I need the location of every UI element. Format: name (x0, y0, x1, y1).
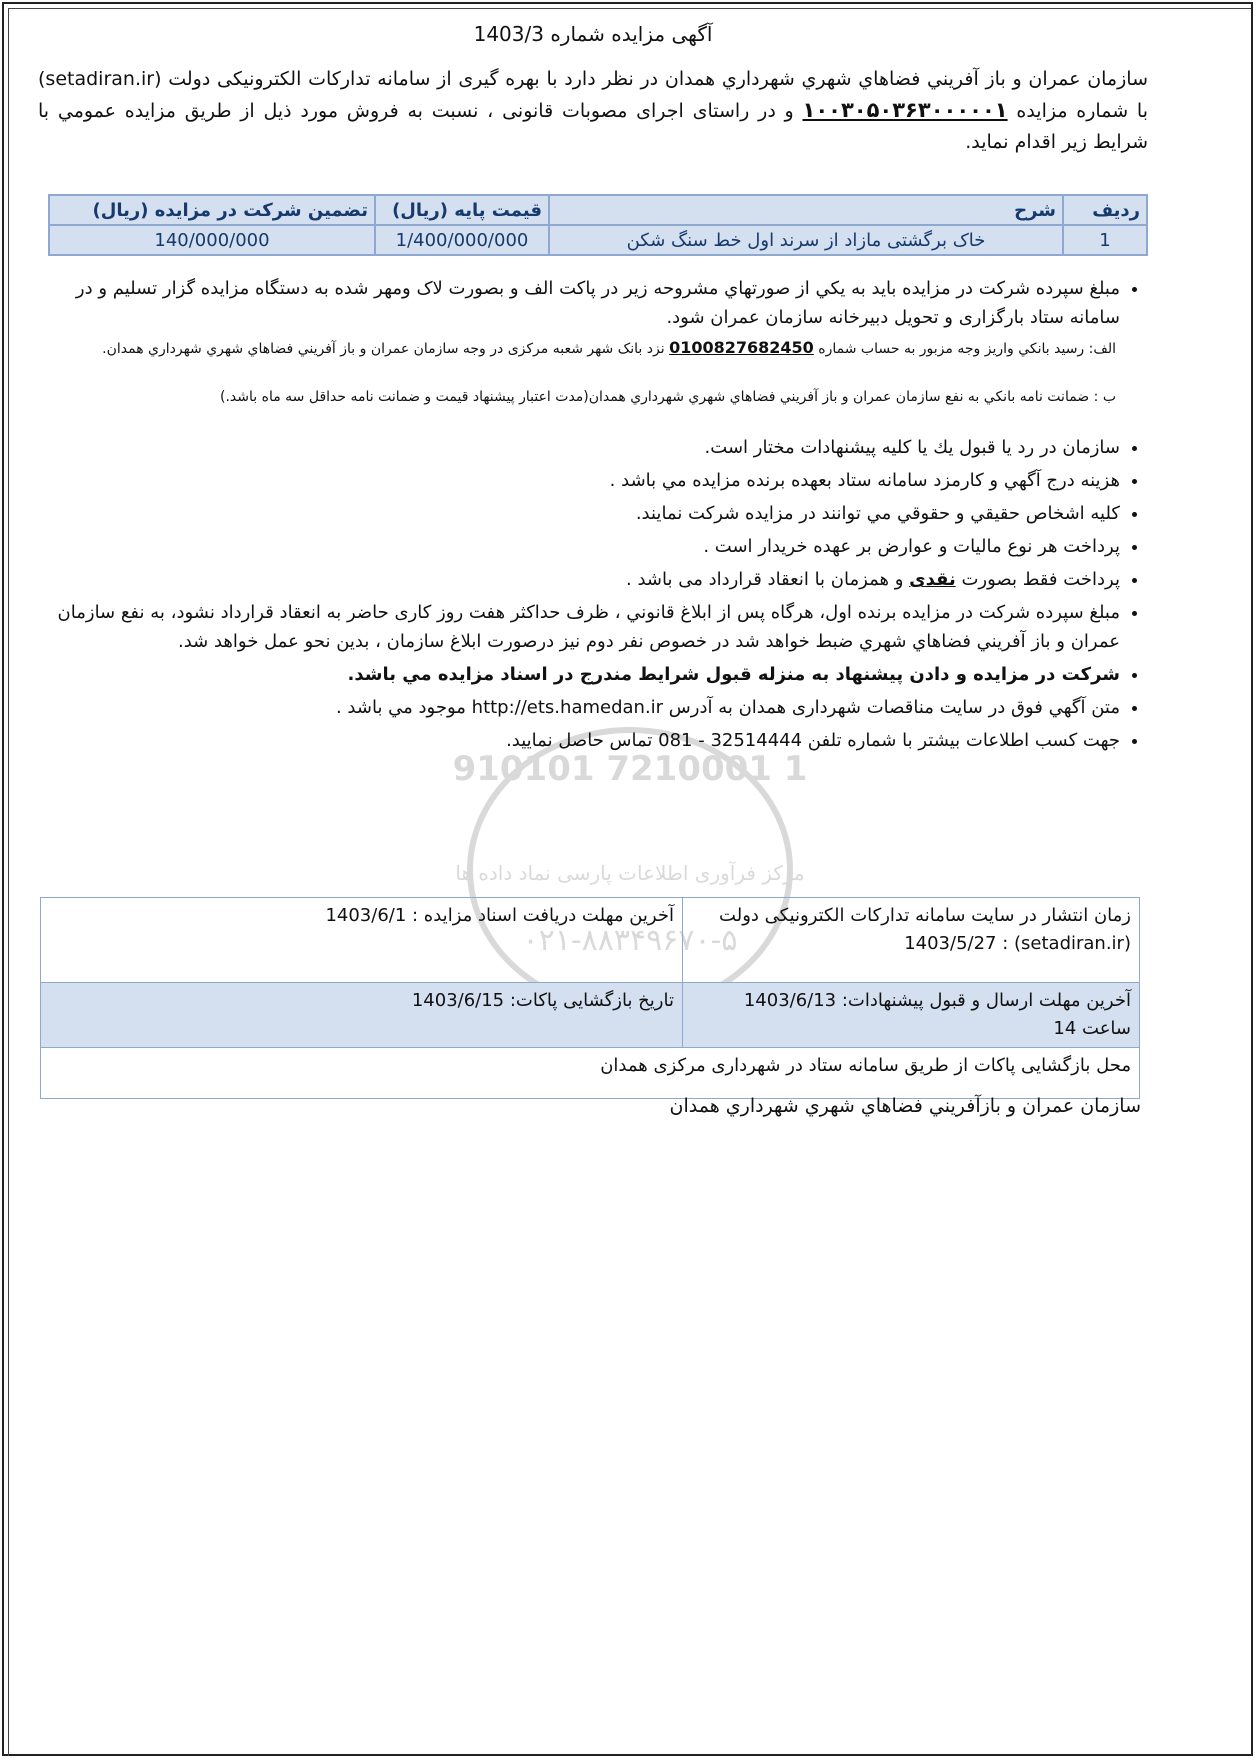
condition-acceptance: • شركت در مزايده و دادن پيشنهاد به منزله قبول شرايط مندرج در اسناد مزايده مي باشد. (38, 660, 1120, 689)
watermark-label: مرکز فرآوری اطلاعات پارسی نماد داده ها (455, 861, 805, 885)
header-description: شرح (549, 195, 1063, 225)
schedule-row-place (41, 1048, 1140, 1099)
bank-account-number: 0100827682450 (669, 338, 814, 357)
conditions-list (38, 274, 1148, 332)
condition-taxes: • پرداخت هر نوع ماليات و عوارض بر عهده خريدار است . (38, 532, 1120, 561)
payment-part1: پرداخت فقط بصورت (955, 569, 1120, 590)
publish-time: زمان انتشار در سايت سامانه تداركات الكترونيكی دولت (setadiran.ir) : 1403/5/27 (683, 898, 1140, 983)
items-table (48, 194, 1148, 256)
submit-deadline: آخرين مهلت ارسال و قبول پيشنهادات: 1403/6/13 ساعت 14 (683, 983, 1140, 1048)
opening-place: محل بازگشایی پاکات از طریق سامانه ستاد در شهرداری مرکزی همدان (41, 1048, 1140, 1099)
header-guarantee: تضمين شركت در مزايده (ريال) (49, 195, 375, 225)
cell-row-number: 1 (1063, 225, 1147, 255)
condition-forfeit: • مبلغ سپرده شركت در مزايده برنده اول، هرگاه پس از ابلاغ قانوني ، ظرف حداكثر هفت روز كاری حاضر به انعقاد قرارداد نشود، به نفع سازمان عمران و باز آفريني فضاهاي شهري ضبط خواهد شد در خصوص نفر دوم نيز درصورت ابلاغ سازمان ، بدين نحو عمل خواهد شد. (38, 598, 1120, 656)
opening-date: تاريخ بازگشايی پاكات: 1403/6/15 (41, 983, 683, 1048)
table-row (49, 225, 1147, 255)
doc-deadline: آخرين مهلت دريافت اسناد مزايده : 1403/6/1 (41, 898, 683, 983)
website-part1: متن آگهي فوق در سايت مناقصات شهرداری همدان به آدرس (663, 697, 1120, 718)
schedule-row-submit (41, 983, 1140, 1048)
items-header-row (49, 195, 1147, 225)
option-a-part1: الف: رسيد بانكي واريز وجه مزبور به حساب شماره (813, 341, 1116, 357)
conditions-list-2 (38, 433, 1148, 755)
condition-contact: • جهت كسب اطلاعات بيشتر با شماره تلفن 32514444 - 081 تماس حاصل نماييد. (38, 726, 1120, 755)
condition-payment (38, 565, 1120, 594)
watermark-phone: ۰۲۱-۸۸۳۴۹۶۷۰-۵ (522, 923, 738, 958)
deposit-option-a (98, 336, 1116, 361)
schedule-row-publish (41, 898, 1140, 983)
header-row-number: رديف (1063, 195, 1147, 225)
intro-part1: سازمان عمران و باز آفريني فضاهاي شهري شهرداري همدان در نظر دارد با بهره گيری از سامانه تداركات الكترونيكی دولت (setadiran.ir) با شماره مزايده (38, 68, 1148, 122)
condition-eligibility: • كليه اشخاص حقيقي و حقوقي مي توانند در مزايده شركت نمايند. (38, 499, 1120, 528)
watermark-number: 910101 7210001 1 (452, 749, 808, 789)
cell-description: خاک برگشتی مازاد از سرند اول خط سنگ شکن (549, 225, 1063, 255)
deposit-option-b: ب : ضمانت نامه بانكي به نفع سازمان عمران و باز آفريني فضاهاي شهري شهرداري همدان(مدت اعتبار پيشنهاد قيمت و ضمانت نامه حداقل سه ماه باشد.) (220, 389, 1116, 405)
cell-base-price: 1/400/000/000 (375, 225, 549, 255)
option-a-part2: نزد بانک شهر شعبه مرکزی در وجه سازمان عمران و باز آفريني فضاهاي شهري شهرداري همدان. (102, 341, 670, 357)
condition-website (38, 693, 1120, 722)
page-title: آگهی مزایده شماره 1403/3 (473, 22, 713, 46)
condition-reject-accept: • سازمان در رد يا قبول يك يا كليه پيشنهادات مختار است. (38, 433, 1120, 462)
payment-cash: نقدی (909, 569, 956, 590)
condition-deposit: • مبلغ سپرده شركت در مزايده بايد به يكي از صورتهاي مشروحه زير در پاكت الف و بصورت لاک ومهر شده به دستگاه مزايده گزار تسليم و در سامانه ستاد بارگزاری و تحويل دبيرخانه سازمان عمران شود. (38, 274, 1120, 332)
footer-signature: سازمان عمران و بازآفريني فضاهاي شهري شهرداري همدان (669, 1095, 1141, 1117)
header-base-price: قیمت پایه (ریال) (375, 195, 549, 225)
website-part2: موجود مي باشد . (335, 697, 472, 718)
schedule-table (40, 897, 1140, 1099)
document-body (38, 16, 1148, 759)
auction-number: ۱۰۰۳۰۵۰۳۶۳۰۰۰۰۰۱ (802, 98, 1008, 122)
payment-part2: و همزمان با انعقاد قرارداد می باشد . (626, 569, 910, 590)
condition-ad-cost: • هزينه درج آگهي و كارمزد سامانه ستاد بعهده برنده مزايده مي باشد . (38, 466, 1120, 495)
intro-paragraph (38, 64, 1148, 158)
intro-part2: و در راستای اجرای مصوبات قانونی ، نسبت به فروش مورد ذيل از طريق مزايده عمومي با شرايط زير اقدام نمايد. (38, 100, 1148, 153)
website-link[interactable]: http://ets.hamedan.ir (471, 697, 664, 718)
cell-guarantee: 140/000/000 (49, 225, 375, 255)
